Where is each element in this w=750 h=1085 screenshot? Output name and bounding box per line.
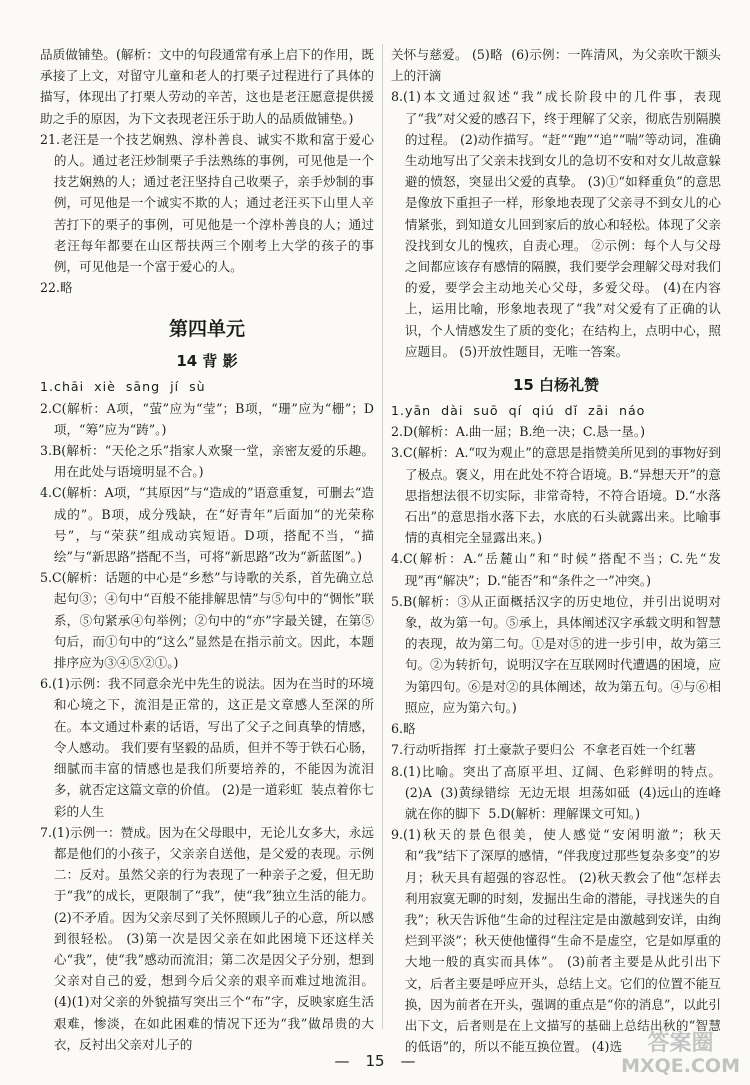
answer-22: 22.略 <box>40 280 73 296</box>
lesson-15-answer-5: 5.B(解析：③从正面概括汉字的历史地位，并引出说明对象，故为第一句。⑤承上，具体阐述汉字承载文明和智慧的表现，故为第二句。①是对⑤的进一步引申，故为第三句。②为转折句，说明汉字在互联网时代遭遇的困境，应为第四句。⑥是对②的具体阐述，故为第五句。④与⑥相照应，应为第六句。) <box>391 593 721 715</box>
page-number-value: 15 <box>365 1052 385 1070</box>
lesson-15-answer-8: 8.(1)比喻。突出了高原平坦、辽阔、色彩鲜明的特点。(2)A (3)黄绿错综 无边无垠 坦荡如砥 (4)远山的连峰就在你的脚下 5.D(解析：理解课文可知。) <box>391 763 721 821</box>
lesson-15-title: 15 白杨礼赞 <box>512 376 600 395</box>
lesson-14-answer-2: 2.C(解析：A项，“萤”应为“莹”；B项，“珊”应为“栅”；D项，“筹”应为“踌”。) <box>40 400 374 437</box>
column-divider <box>382 44 383 1029</box>
lesson-15-answer-7: 7.行动听指挥 打土豪款子要归公 不拿老百姓一个红薯 <box>391 742 697 758</box>
lesson-14-answer-1: 1.chāi xiè sāng jí sù <box>40 379 206 395</box>
lesson-15-answer-6: 6.略 <box>391 721 416 737</box>
watermark-logo <box>621 1033 740 1077</box>
right-intro-text: 关怀与慈爱。 (5)略 (6)示例：一阵清风，为父亲吹干额头上的汗滴 <box>391 47 721 84</box>
lesson-14-answer-3: 3.B(解析：“天伦之乐”指家人欢聚一堂，亲密友爱的乐趣。用在此处与语境明显不合。) <box>40 443 374 480</box>
right-column <box>391 44 721 1057</box>
lesson-15-answer-4: 4.C(解析：A.“岳麓山”和“时候”搭配不当；C.先“发现”再“解决”；D.“能否”和“条件之一”冲突。) <box>391 551 721 588</box>
left-column <box>40 44 379 1055</box>
lesson-15-answer-1: 1.yān dài suō qí qiú dǐ zāi náo <box>391 403 646 419</box>
lesson-14-answer-7: 7.(1)示例一：赞成。因为在父母眼中，无论儿女多大，永远都是他们的小孩子，父亲亲自送他，是父爱的表现。示例二：反对。虽然父亲的行为表现了一种亲子之爱，但无助于“我”的成长，更限制了“我”，使“我”独立生活的能力。 (2)不矛盾。因为父亲尽到了关怀照顾儿子的心意，所以感到很轻松。 (3)第一次是因父亲在如此困境下还这样关心“我”，使“我”感动而流泪；第二次是因父子分别，想到父亲对自己的爱，想到今后父亲的艰辛而难过地流泪。 (4)(1)对父亲的外貌描写突出三个“布”字，反映家庭生活艰难，惨淡，在如此困难的情况下还为“我”做昂贵的大衣，反衬出父亲对儿子的 <box>40 824 379 1052</box>
page-number: — 15 — <box>334 1052 416 1070</box>
watermark-line2: MXQE.COM <box>621 1055 740 1077</box>
left-intro-text: 品质做铺垫。(解析：文中的句段通常有承上启下的作用，既承接了上文，对留守儿童和老人的打栗子过程进行了具体的描写，体现出了打栗人劳动的辛苦，这也是老汪愿意提供援助之手的原因，为下文表现老汪乐于助人的品质做铺垫。) <box>40 47 374 126</box>
watermark-line1: 答案圈 <box>647 1031 714 1056</box>
answer-21: 21.老汪是一个技艺娴熟、淳朴善良、诚实不欺和富于爱心的人。通过老汪炒制栗子手法熟练的事例，可见他是一个技艺娴熟的人；通过老汪坚持自己收栗子，亲手炒制的事例，可见他是一个诚实不欺的人；通过老汪买下山里人辛苦打下的栗子的事例，可见他是一个淳朴善良的人；通过老汪每年都要在山区帮扶两三个刚考上大学的孩子的事例，可见他是一个富于爱心的人。 <box>40 131 374 275</box>
lesson-14-answer-6: 6.(1)示例：我不同意余光中先生的说法。因为在当时的环境和心境之下，流泪是正常的，这正是文章感人至深的所在。本文通过朴素的话语，写出了父子之间真挚的情感，令人感动。 我们要有坚毅的品质，但并不等于铁石心肠，细腻而丰富的情感也是我们所要培养的，不能因为流泪多，就否定这篇文章的价值。 (2)是一道彩虹 装点着你七彩的人生 <box>40 676 374 819</box>
unit-title: 第四单元 <box>168 318 245 341</box>
lesson-15-answer-3: 3.C(解析：A.“叹为观止”的意思是指赞美所见到的事物好到了极点。褒义，用在此处不符合语境。B.“异想天开”的意思指想法很不切实际，非常奇特，不符合语境。D.“水落石出”的意思指水落下去，水底的石头就露出来。比喻事情的真相完全显露出来。) <box>391 445 721 546</box>
lesson-15-answer-9: 9.(1)秋天的景色很美，使人感觉“安闲明澈”；秋天和“我”结下了深厚的感情，“伴我度过那些复杂多变”的岁月；秋天具有超强的容忍性。 (2)秋天教会了他“怎样去利用寂寞无聊的时刻，发掘出生命的潜能，寻找迷失的自我”；秋天告诉他“生命的过程注定是由激越到安详，由绚烂到平淡”；秋天使他懂得“生命不是虚空，它是如厚重的大地一般的真实而具体”。 (3)前者主要是从此引出下文，后者主要是呼应开头，总结上文。它们的位置不能互换，因为前者在开头，强调的重点是“你的消息”，以此引出下文，后者则是在上文描写的基础上总结出秋的“智慧的低语”的，所以不能互换位置。 (4)选 <box>391 827 721 1055</box>
lesson-14-answer-4: 4.C(解析：A项，“其原因”与“造成的”语意重复，可删去“造成的”。B项，成分残缺，在“好青年”后面加“的光荣称号”，与“荣获”组成动宾短语。D项，搭配不当，“描绘”与“新思路”搭配不当，可将“新思路”改为“新蓝图”。) <box>40 485 374 565</box>
lesson-14-answer-5: 5.C(解析：话题的中心是“乡愁”与诗歌的关系，首先确立总起句③；④句中“百般不能排解思情”与⑤句中的“惆怅”联系，⑤句紧承④句举例；②句中的“亦”字最关键，在第⑤句后，而①句中的“这么”显然是在指示前文。因此，本题排序应为③④⑤②①。) <box>40 570 374 671</box>
lesson-14-answer-8: 8.(1)本文通过叙述“我”成长阶段中的几件事，表现了“我”对父爱的感召下，终于理解了父亲，彻底告别隔膜的过程。 (2)动作描写。“赶”“跑”“追”“喘”等动词，准确生动地写出了父亲未找到女儿的急切不安和对女儿故意躲避的愤怒，突显出父爱的真挚。 (3)①“如释重负”的意思是像放下重担子一样，形象地表现了父亲寻不到女儿的心情紧张，到知道女儿回到家后的放心和轻松。体现了父亲没找到女儿的愧疚，自责心理。 ②示例：每个人与父母之间都应该存有感情的隔膜，我们要学会理解父母对我们的爱，要学会主动地关心父母，多爱父母。 (4)在内容上，运用比喻，形象地表现了“我”对父爱有了正确的认识，个人情感发生了质的变化；在结构上，点明中心，照应题目。 (5)开放性题目，无唯一答案。 <box>391 89 721 359</box>
lesson-15-answer-2: 2.D(解析：A.曲一屈；B.绝一决；C.恳一垦。) <box>391 424 646 440</box>
lesson-14-title: 14 背 影 <box>176 352 238 371</box>
